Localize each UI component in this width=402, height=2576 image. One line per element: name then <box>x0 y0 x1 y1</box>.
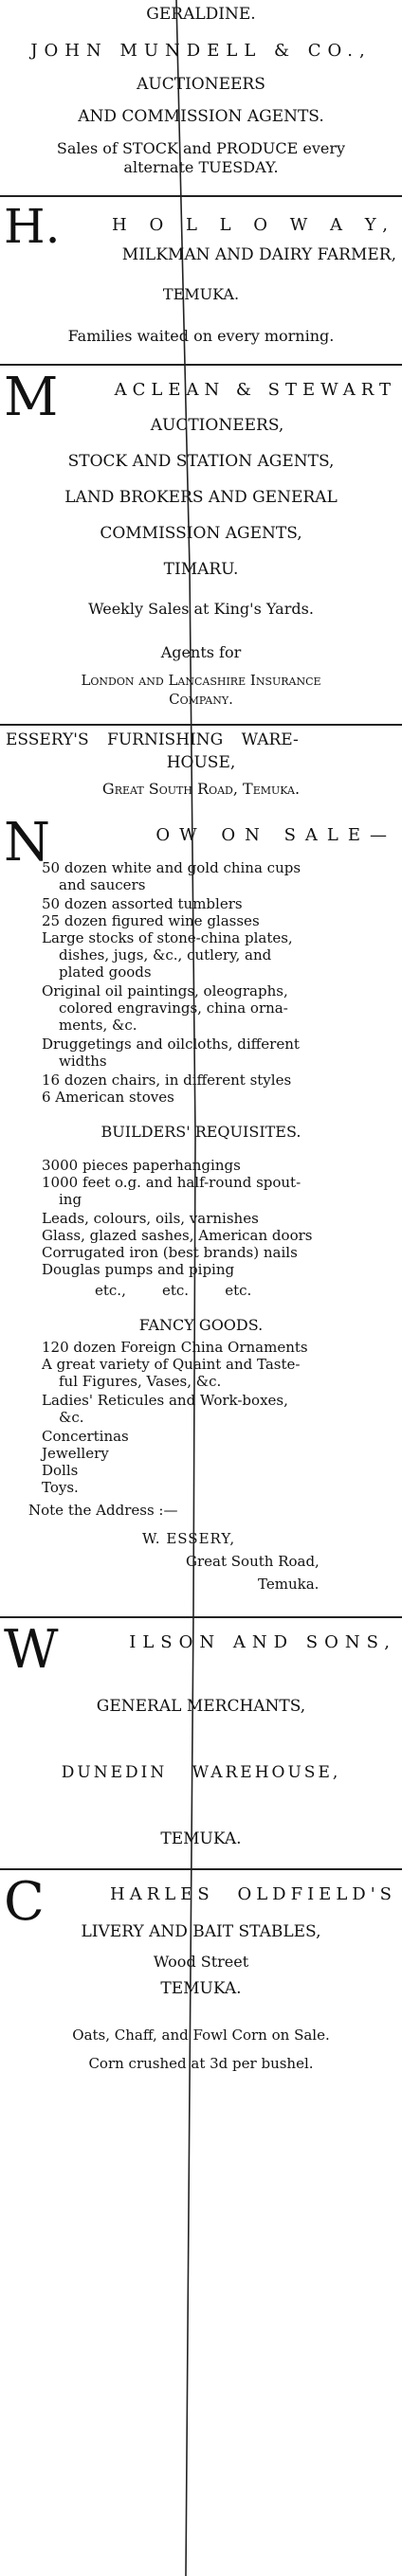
divider-rule <box>0 724 402 726</box>
divider-rule <box>0 364 402 366</box>
list-item: 25 dozen figured wine glasses <box>42 912 260 929</box>
etc-line: etc., etc. etc. <box>95 1282 252 1299</box>
wilson-initial: W <box>4 1619 59 1681</box>
wilson-line-1: GENERAL MERCHANTS, <box>96 1697 306 1716</box>
holloway-name: H O L L O W A Y, <box>112 215 396 235</box>
list-item: Large stocks of stone-china plates, <box>42 929 293 946</box>
holloway-note: Families waited on every morning. <box>67 327 335 345</box>
list-item: colored engravings, china orna- <box>59 1000 288 1017</box>
holloway-town: TEMUKA. <box>162 285 240 303</box>
mundell-town: GERALDINE. <box>146 5 256 24</box>
essery-initial: N <box>4 812 50 874</box>
mundell-firm-name: JOHN MUNDELL & CO., <box>30 41 372 61</box>
mundell-line-1: AUCTIONEERS <box>137 75 265 94</box>
maclean-line-3: LAND BROKERS AND GENERAL <box>64 488 338 507</box>
maclean-firm-name: ACLEAN & STEWART <box>114 380 396 400</box>
divider-rule <box>0 1616 402 1618</box>
mundell-line-3: Sales of STOCK and PRODUCE every <box>56 139 346 157</box>
list-item: ments, &c. <box>59 1017 137 1034</box>
list-item: 1000 feet o.g. and half-round spout- <box>42 1174 302 1191</box>
maclean-company-2: Company. <box>169 691 233 708</box>
essery-sign-name: W. ESSERY, <box>142 1530 236 1547</box>
maclean-line-2: STOCK AND STATION AGENTS, <box>67 452 335 471</box>
list-item: and saucers <box>59 876 146 893</box>
divider-rule <box>0 1868 402 1870</box>
mundell-line-4: alternate TUESDAY. <box>123 158 279 176</box>
list-item: ful Figures, Vases, &c. <box>59 1373 222 1390</box>
maclean-company-1: London and Lancashire Insurance <box>81 672 321 689</box>
oldfield-line-1: LIVERY AND BAIT STABLES, <box>81 1922 321 1941</box>
list-item: 120 dozen Foreign China Ornaments <box>42 1339 308 1356</box>
list-item: Toys. <box>42 1479 79 1496</box>
list-item: widths <box>59 1053 107 1070</box>
list-item: 3000 pieces paperhangings <box>42 1157 241 1174</box>
oldfield-line-2: Wood Street <box>153 1953 249 1971</box>
builders-heading: BUILDERS' REQUISITES. <box>100 1123 302 1141</box>
list-item: Ladies' Reticules and Work-boxes, <box>42 1392 288 1409</box>
list-item: dishes, jugs, &c., cutlery, and <box>59 946 272 964</box>
list-item: ing <box>59 1191 82 1208</box>
list-item: &c. <box>59 1409 84 1426</box>
oldfield-firm-name: HARLES OLDFIELD'S <box>110 1884 396 1904</box>
essery-title-1: ESSERY'S FURNISHING WARE- <box>6 730 299 749</box>
list-item: 50 dozen assorted tumblers <box>42 895 243 912</box>
oldfield-line-3: Oats, Chaff, and Fowl Corn on Sale. <box>72 2027 330 2044</box>
list-item: Corrugated iron (best brands) nails <box>42 1244 298 1261</box>
mundell-line-2: AND COMMISSION AGENTS. <box>78 107 324 126</box>
maclean-line-4: COMMISSION AGENTS, <box>100 524 302 543</box>
list-item: Dolls <box>42 1462 79 1479</box>
list-item: Druggetings and oilcloths, different <box>42 1036 300 1053</box>
list-item: Original oil paintings, oleographs, <box>42 982 288 1000</box>
list-item: A great variety of Quaint and Taste- <box>42 1356 301 1373</box>
oldfield-initial: C <box>4 1871 45 1933</box>
oldfield-town: TEMUKA. <box>160 1979 242 1998</box>
list-item: Douglas pumps and piping <box>42 1261 235 1278</box>
holloway-initial: H. <box>4 199 61 254</box>
wilson-line-2: DUNEDIN WAREHOUSE, <box>61 1763 341 1782</box>
maclean-initial: M <box>4 367 59 428</box>
divider-rule <box>0 195 402 197</box>
list-item: 16 dozen chairs, in different styles <box>42 1072 292 1089</box>
essery-sign-address: Great South Road, <box>186 1553 320 1570</box>
maclean-agents: Agents for <box>160 643 242 661</box>
fancy-goods-heading: FANCY GOODS. <box>138 1316 264 1334</box>
list-item: Glass, glazed sashes, American doors <box>42 1227 313 1244</box>
maclean-town: TIMARU. <box>163 560 239 579</box>
oldfield-line-4: Corn crushed at 3d per bushel. <box>88 2055 314 2072</box>
list-item: Concertinas <box>42 1428 129 1445</box>
list-item: 6 American stoves <box>42 1089 174 1106</box>
essery-address: Great South Road, Temuka. <box>101 780 301 798</box>
holloway-trade: MILKMAN AND DAIRY FARMER, <box>121 245 396 264</box>
list-item: Jewellery <box>42 1445 109 1462</box>
list-item: plated goods <box>59 964 152 981</box>
essery-heading: OW ON SALE— <box>155 825 396 845</box>
essery-sign-town: Temuka. <box>258 1576 320 1593</box>
list-item: Leads, colours, oils, varnishes <box>42 1210 259 1227</box>
essery-title-2: HOUSE, <box>166 753 236 772</box>
wilson-firm-name: ILSON AND SONS, <box>129 1632 396 1652</box>
maclean-sales: Weekly Sales at King's Yards. <box>88 600 314 618</box>
essery-note: Note the Address :— <box>28 1502 178 1519</box>
maclean-line-1: AUCTIONEERS, <box>150 416 284 435</box>
wilson-town: TEMUKA. <box>160 1829 242 1848</box>
list-item: 50 dozen white and gold china cups <box>42 859 302 876</box>
